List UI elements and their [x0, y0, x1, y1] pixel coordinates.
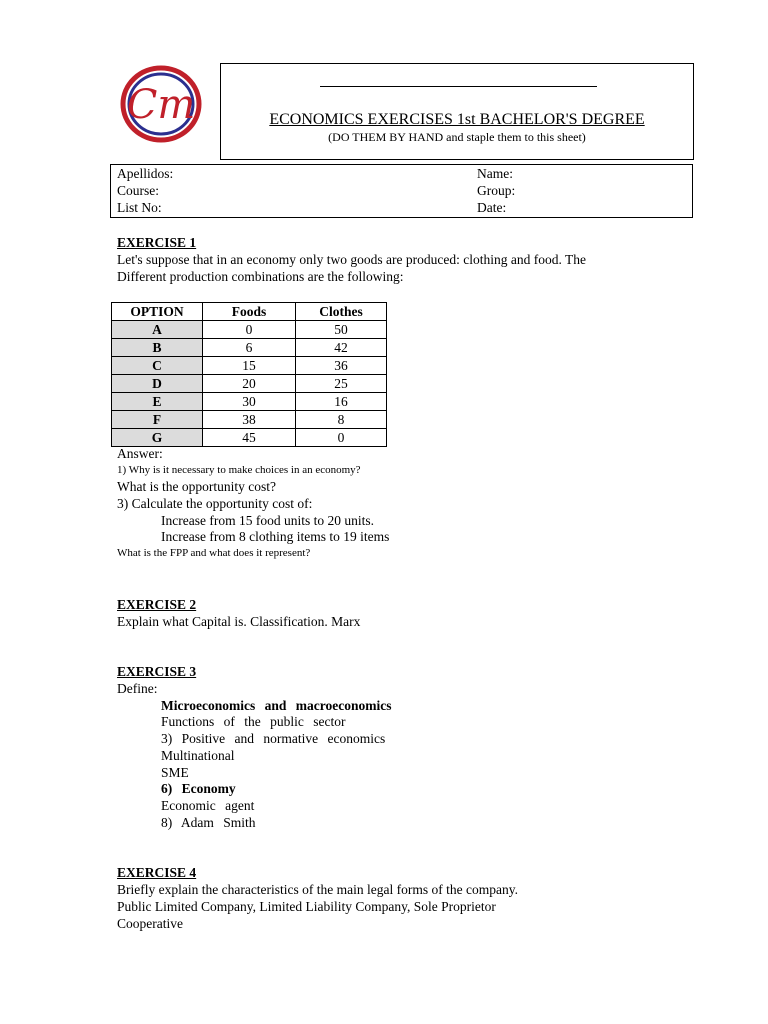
define-item: Multinational	[161, 748, 235, 763]
define-item: Economic agent	[161, 798, 255, 813]
date-label: Date:	[477, 200, 507, 215]
course-label: Course:	[117, 183, 159, 198]
option-cell: F	[112, 411, 203, 429]
question-4: What is the FPP and what does it represent?	[117, 547, 311, 559]
option-cell: B	[112, 339, 203, 357]
exercise-1-intro-line-2: Different production combinations are the following:	[117, 269, 404, 284]
clothes-cell: 8	[296, 411, 387, 429]
foods-cell: 38	[203, 411, 296, 429]
option-cell: A	[112, 321, 203, 339]
exercise-3-title: EXERCISE 3	[117, 664, 197, 679]
exercise-4-line-1: Briefly explain the characteristics of the main legal forms of the company.	[117, 882, 518, 897]
table-row	[112, 321, 387, 339]
apellidos-label: Apellidos:	[117, 166, 174, 181]
exercise-3-define: Define:	[117, 681, 158, 696]
document-subtitle: (DO THEM BY HAND and staple them to this sheet)	[328, 130, 586, 144]
option-cell: E	[112, 393, 203, 411]
exercise-4-title: EXERCISE 4	[117, 865, 197, 880]
answer-label: Answer:	[117, 446, 163, 461]
define-item: 8) Adam Smith	[161, 815, 256, 830]
clothes-cell: 16	[296, 393, 387, 411]
exercise-4-line-2: Public Limited Company, Limited Liability Company, Sole Proprietor	[117, 899, 496, 914]
group-label: Group:	[477, 183, 516, 198]
header-box	[220, 63, 694, 160]
table-row	[112, 375, 387, 393]
table-row	[112, 411, 387, 429]
clothes-cell: 50	[296, 321, 387, 339]
option-cell: G	[112, 429, 203, 447]
define-item: 6) Economy	[161, 781, 236, 796]
table-header-row	[112, 303, 387, 321]
clothes-cell: 36	[296, 357, 387, 375]
foods-cell: 0	[203, 321, 296, 339]
question-2: What is the opportunity cost?	[117, 479, 276, 494]
student-info-box	[110, 164, 693, 218]
table-row	[112, 429, 387, 447]
table-row	[112, 357, 387, 375]
clothes-cell: 25	[296, 375, 387, 393]
clothes-cell: 0	[296, 429, 387, 447]
document-title: ECONOMICS EXERCISES 1st BACHELOR'S DEGREE	[269, 111, 645, 128]
exercise-1-intro-line-1: Let's suppose that in an economy only two goods are produced: clothing and food. The	[117, 252, 586, 267]
logo-text: Cm	[126, 82, 196, 128]
header-option: OPTION	[112, 303, 203, 321]
header-blank-line	[320, 86, 597, 87]
option-cell: D	[112, 375, 203, 393]
list-no-label: List No:	[117, 200, 162, 215]
define-item: 3) Positive and normative economics	[161, 731, 386, 746]
define-item: SME	[161, 765, 189, 780]
foods-cell: 20	[203, 375, 296, 393]
exercise-1-title: EXERCISE 1	[117, 235, 197, 250]
header-foods: Foods	[203, 303, 296, 321]
table-row	[112, 339, 387, 357]
question-1: 1) Why is it necessary to make choices in an economy?	[117, 464, 361, 476]
define-item: Functions of the public sector	[161, 714, 346, 729]
exercise-2-text: Explain what Capital is. Classification. Marx	[117, 614, 361, 629]
question-3a: Increase from 15 food units to 20 units.	[161, 513, 374, 528]
company-logo	[118, 64, 204, 144]
foods-cell: 15	[203, 357, 296, 375]
question-3: 3) Calculate the opportunity cost of:	[117, 496, 313, 511]
foods-cell: 45	[203, 429, 296, 447]
option-cell: C	[112, 357, 203, 375]
clothes-cell: 42	[296, 339, 387, 357]
question-3b: Increase from 8 clothing items to 19 items	[161, 529, 390, 544]
exercise-4-line-3: Cooperative	[117, 916, 183, 931]
production-options-table	[111, 302, 387, 447]
table-row	[112, 393, 387, 411]
header-clothes: Clothes	[296, 303, 387, 321]
foods-cell: 30	[203, 393, 296, 411]
exercise-2-title: EXERCISE 2	[117, 597, 197, 612]
foods-cell: 6	[203, 339, 296, 357]
name-label: Name:	[477, 166, 513, 181]
define-item: Microeconomics and macroeconomics	[161, 698, 392, 713]
